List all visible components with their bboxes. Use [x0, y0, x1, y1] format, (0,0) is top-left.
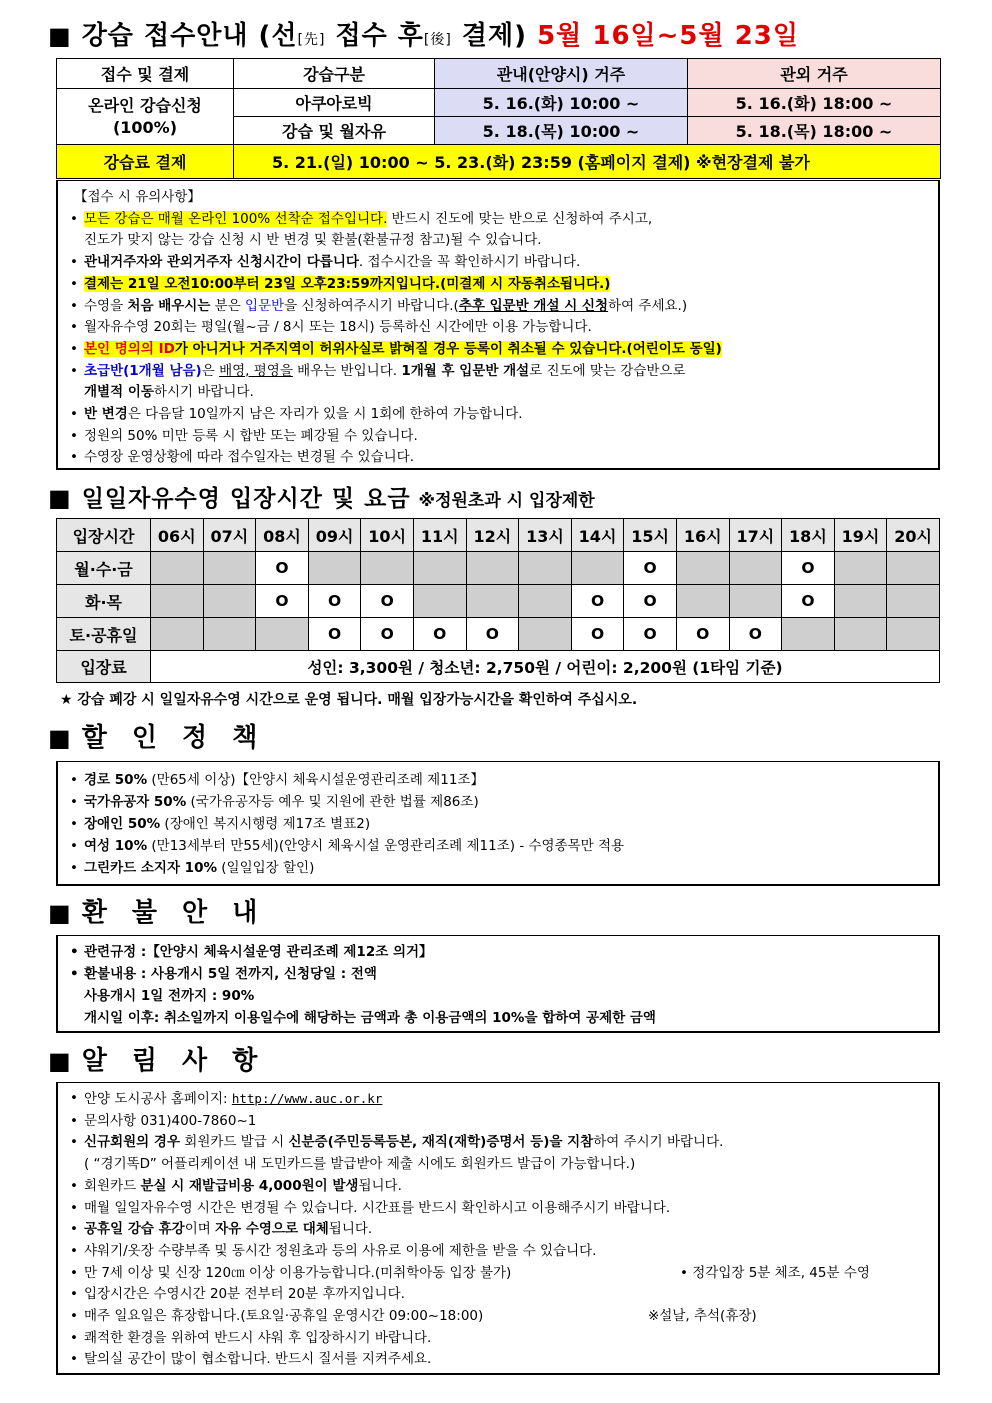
- closed-slot-cell: [519, 618, 572, 651]
- payment-period-cell: 5. 21.(일) 10:00 ~ 5. 23.(화) 23:59 (홈페이지 결제) ※현장결제 불가: [234, 145, 941, 179]
- schedule-row: [57, 618, 940, 651]
- hour-cell: 20시: [887, 519, 940, 552]
- discount-title: ■ 할 인 정 책: [48, 723, 266, 753]
- list-item: • 장애인 50% (장애인 복지시행령 제17조 별표2): [68, 813, 928, 835]
- list-item: • 매주 일요일은 휴장합니다.(토요일·공휴일 운영시간 09:00~18:00) ※설날, 추석(휴장): [68, 1306, 928, 1328]
- day-label: 토·공휴일: [57, 618, 151, 651]
- list-item: • 안양 도시공사 홈페이지: http://www.auc.or.kr: [68, 1088, 928, 1111]
- schedule-row: [57, 552, 940, 585]
- open-slot-cell: O: [624, 552, 677, 585]
- open-slot-cell: O: [676, 618, 729, 651]
- hour-cell: 14시: [571, 519, 624, 552]
- registration-period: 5월 16일~5월 23일: [537, 21, 799, 51]
- info-box: [56, 1082, 940, 1375]
- closed-slot-cell: [203, 552, 256, 585]
- registration-table: [56, 58, 941, 179]
- hours-row: [57, 519, 940, 552]
- registration-title: ■ 강습 접수안내 (선[先] 접수 후[後] 결제) 5월 16일~5월 23일: [48, 21, 799, 51]
- hour-cell: 10시: [361, 519, 414, 552]
- list-item: • 정원의 50% 미만 등록 시 합반 또는 폐강될 수 있습니다.: [68, 426, 928, 448]
- notice-title: 【접수 시 유의사항】: [74, 189, 201, 205]
- schedule-row: [57, 585, 940, 618]
- list-item: • 수영을 처음 배우시는 분은 입문반을 신청하여주시기 바랍니다.(추후 입문반 개설 시 신청하여 주세요.): [68, 296, 928, 318]
- outside-time-cell: 5. 18.(목) 18:00 ~: [688, 117, 941, 145]
- list-item: • 공휴일 강습 휴강이며 자유 수영으로 대체됩니다.: [68, 1219, 928, 1241]
- open-slot-cell: O: [308, 618, 361, 651]
- closed-slot-cell: [834, 585, 887, 618]
- open-slot-cell: O: [361, 618, 414, 651]
- list-item: • 초급반(1개월 남음)은 배영, 평영을 배우는 반입니다. 1개월 후 입문반 개설로 진도에 맞는 강습반으로: [68, 361, 928, 383]
- closed-slot-cell: [466, 552, 519, 585]
- outside-time-cell: 5. 16.(화) 18:00 ~: [688, 89, 941, 117]
- closed-slot-cell: [308, 552, 361, 585]
- hour-cell: 17시: [729, 519, 782, 552]
- list-item: • 본인 명의의 ID가 아니거나 거주지역이 허위사실로 밝혀질 경우 등록이 취소될 수 있습니다.(어린이도 동일): [68, 339, 928, 361]
- list-item: • 회원카드 분실 시 재발급비용 4,000원이 발생됩니다.: [68, 1176, 928, 1198]
- closed-slot-cell: [571, 552, 624, 585]
- open-slot-cell: O: [782, 585, 835, 618]
- fee-text: 성인: 3,300원 / 청소년: 2,750원 / 어린이: 2,200원 (1타임 기준): [151, 651, 940, 683]
- closed-slot-cell: [887, 618, 940, 651]
- inside-time-cell: 5. 18.(목) 10:00 ~: [435, 117, 688, 145]
- list-item: 개시일 이후: 취소일까지 이용일수에 해당하는 금액과 총 이용금액의 10%을 합하여 공제한 금액: [84, 1010, 656, 1026]
- list-item: • 여성 10% (만13세부터 만55세)(안양시 체육시설 운영관리조례 제11조) - 수영종목만 적용: [68, 835, 928, 857]
- class-type-cell: 강습 및 월자유: [234, 117, 435, 145]
- fee-label: 입장료: [57, 651, 151, 683]
- list-item: • 경로 50% (만65세 이상)【안양시 체육시설운영관리조례 제11조】: [68, 769, 928, 791]
- open-slot-cell: O: [571, 618, 624, 651]
- closed-slot-cell: [887, 552, 940, 585]
- list-item: • 입장시간은 수영시간 20분 전부터 20분 후까지입니다.: [68, 1284, 928, 1306]
- closed-slot-cell: [413, 585, 466, 618]
- header-cell: 접수 및 결제: [57, 59, 234, 89]
- swim-schedule-table: [56, 518, 940, 683]
- hour-cell: 11시: [413, 519, 466, 552]
- homepage-link[interactable]: http://www.auc.or.kr: [231, 1091, 383, 1106]
- hour-cell: 08시: [256, 519, 309, 552]
- open-slot-cell: O: [782, 552, 835, 585]
- closed-slot-cell: [466, 585, 519, 618]
- registration-notices: [56, 180, 940, 470]
- list-item: • 국가유공자 50% (국가유공자등 예우 및 지원에 관한 법률 제86조): [68, 791, 928, 813]
- closed-slot-cell: [834, 618, 887, 651]
- closed-slot-cell: [151, 552, 204, 585]
- payment-label-cell: 강습료 결제: [57, 145, 234, 179]
- hour-cell: 15시: [624, 519, 677, 552]
- discount-box: [56, 761, 940, 886]
- online-cell: 온라인 강습신청 (100%): [57, 89, 234, 145]
- closed-slot-cell: [729, 552, 782, 585]
- hour-cell: 18시: [782, 519, 835, 552]
- hour-cell: 09시: [308, 519, 361, 552]
- header-cell: 관외 거주: [688, 59, 941, 89]
- hour-cell: 16시: [676, 519, 729, 552]
- open-slot-cell: O: [624, 618, 677, 651]
- open-slot-cell: O: [256, 585, 309, 618]
- open-slot-cell: O: [729, 618, 782, 651]
- list-item: • 반 변경은 다음달 10일까지 남은 자리가 있을 시 1회에 한하여 가능합니다.: [68, 404, 928, 426]
- closed-slot-cell: [256, 618, 309, 651]
- list-item: • 월자유수영 20회는 평일(월~금 / 8시 또는 18시) 등록하신 시간에만 이용 가능합니다.: [68, 317, 928, 339]
- list-item: • 수영장 운영상황에 따라 접수일자는 변경될 수 있습니다.: [68, 447, 928, 469]
- open-slot-cell: O: [571, 585, 624, 618]
- list-item: • 문의사항 031)400-7860~1: [68, 1111, 928, 1133]
- hour-cell: 13시: [519, 519, 572, 552]
- open-slot-cell: O: [624, 585, 677, 618]
- closed-slot-cell: [519, 585, 572, 618]
- open-slot-cell: O: [308, 585, 361, 618]
- day-label: 월·수·금: [57, 552, 151, 585]
- list-item: 사용개시 1일 전까지 : 90%: [84, 988, 255, 1004]
- closed-slot-cell: [203, 585, 256, 618]
- closed-slot-cell: [887, 585, 940, 618]
- day-label: 화·목: [57, 585, 151, 618]
- open-slot-cell: O: [466, 618, 519, 651]
- closed-slot-cell: [676, 552, 729, 585]
- swim-note: ★ 강습 폐강 시 일일자유수영 시간으로 운영 됩니다. 매월 입장가능시간을 확인하여 주십시오.: [60, 692, 638, 708]
- list-item: • 결제는 21일 오전10:00부터 23일 오후23:59까지입니다.(미결제 시 자동취소됩니다.): [68, 274, 928, 296]
- list-item: • 환불내용 : 사용개시 5일 전까지, 신청당일 : 전액: [68, 963, 928, 985]
- header-cell: 관내(안양시) 거주: [435, 59, 688, 89]
- list-item: 개별적 이동하시기 바랍니다.: [84, 384, 254, 401]
- header-cell: 입장시간: [57, 519, 151, 552]
- closed-slot-cell: [151, 585, 204, 618]
- list-item: • 만 7세 이상 및 신장 120㎝ 이상 이용가능합니다.(미취학아동 입장 불가) • 정각입장 5분 체조, 45분 수영: [68, 1263, 928, 1285]
- info-title: ■ 알 림 사 항: [48, 1046, 266, 1076]
- closed-slot-cell: [203, 618, 256, 651]
- list-item: • 모든 강습은 매월 온라인 100% 선착순 접수입니다. 반드시 진도에 맞는 반으로 신청하여 주시고,: [68, 209, 928, 231]
- refund-box: [56, 935, 940, 1033]
- hour-cell: 07시: [203, 519, 256, 552]
- list-item: • 그린카드 소지자 10% (일일입장 할인): [68, 857, 928, 879]
- closed-slot-cell: [151, 618, 204, 651]
- list-item: • 관련규정 :【안양시 체육시설운영 관리조례 제12조 의거】: [68, 941, 928, 963]
- open-slot-cell: O: [413, 618, 466, 651]
- closed-slot-cell: [676, 585, 729, 618]
- hour-cell: 19시: [834, 519, 887, 552]
- inside-time-cell: 5. 16.(화) 10:00 ~: [435, 89, 688, 117]
- closed-slot-cell: [361, 552, 414, 585]
- closed-slot-cell: [519, 552, 572, 585]
- closed-slot-cell: [782, 618, 835, 651]
- fee-row: [57, 651, 940, 683]
- class-type-cell: 아쿠아로빅: [234, 89, 435, 117]
- list-item: • 매월 일일자유수영 시간은 변경될 수 있습니다. 시간표를 반드시 확인하시고 이용해주시기 바랍니다.: [68, 1198, 928, 1220]
- open-slot-cell: O: [361, 585, 414, 618]
- closed-slot-cell: [729, 585, 782, 618]
- hour-cell: 12시: [466, 519, 519, 552]
- list-item: • 샤워기/옷장 수량부족 및 동시간 정원초과 등의 사유로 이용에 제한을 받을 수 있습니다.: [68, 1241, 928, 1263]
- list-item: 진도가 맞지 않는 강습 신청 시 반 변경 및 환불(환불규정 참고)될 수 있습니다.: [84, 232, 542, 249]
- list-item: • 탈의실 공간이 많이 협소합니다. 반드시 질서를 지켜주세요.: [68, 1349, 928, 1371]
- refund-title: ■ 환 불 안 내: [48, 898, 266, 928]
- list-item: • 신규회원의 경우 회원카드 발급 시 신분증(주민등록등본, 재직(재학)증명서 등)을 지참하여 주시기 바랍니다.: [68, 1132, 928, 1154]
- list-item: ( “경기똑D” 어플리케이션 내 도민카드를 발급받아 제출 시에도 회원카드 발급이 가능합니다.): [84, 1156, 636, 1173]
- list-item: • 관내거주자와 관외거주자 신청시간이 다릅니다. 접수시간을 꼭 확인하시기 바랍니다.: [68, 252, 928, 274]
- list-item: • 쾌적한 환경을 위하여 반드시 샤워 후 입장하시기 바랍니다.: [68, 1328, 928, 1350]
- closed-slot-cell: [413, 552, 466, 585]
- swim-title: ■ 일일자유수영 입장시간 및 요금 ※정원초과 시 입장제한: [48, 484, 595, 512]
- open-slot-cell: O: [256, 552, 309, 585]
- hour-cell: 06시: [151, 519, 204, 552]
- header-cell: 강습구분: [234, 59, 435, 89]
- closed-slot-cell: [834, 552, 887, 585]
